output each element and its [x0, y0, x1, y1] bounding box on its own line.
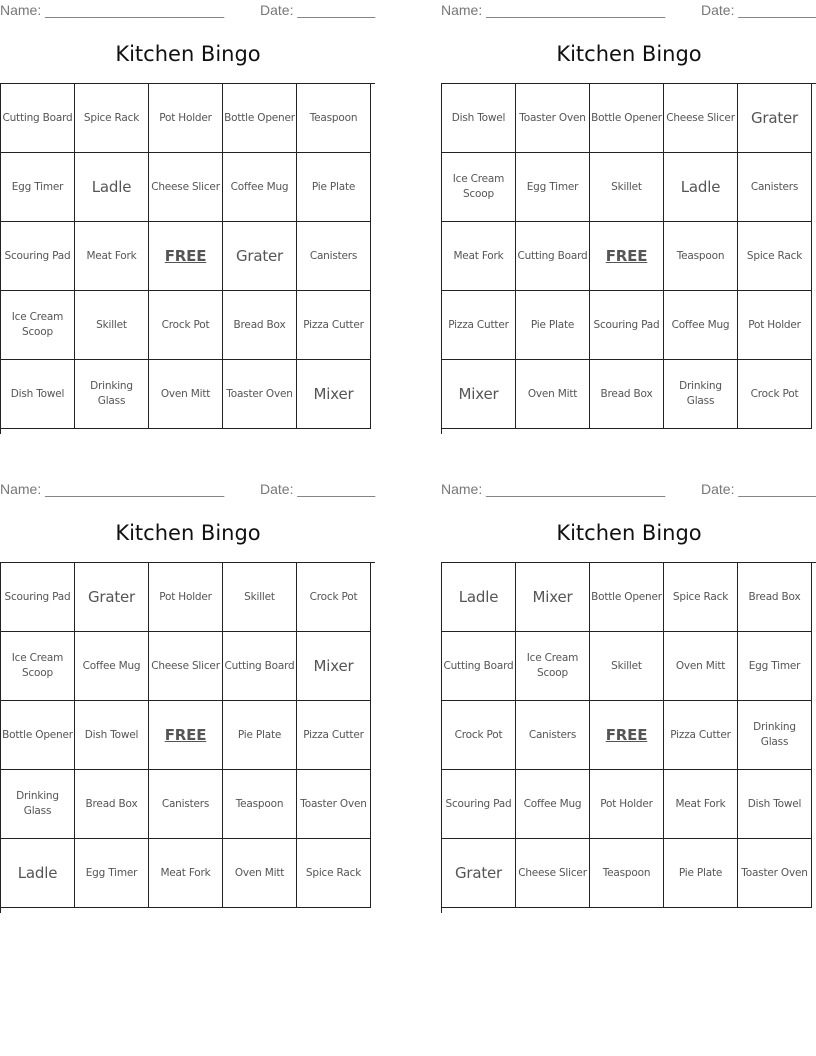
bingo-cell: Toaster Oven [516, 84, 590, 153]
bingo-card-4 [441, 479, 816, 919]
bingo-free-cell: FREE [590, 701, 664, 770]
bingo-cell: Scouring Pad [1, 563, 75, 632]
bingo-cell: Spice Rack [664, 563, 738, 632]
bingo-cell: Pizza Cutter [297, 291, 371, 360]
bingo-cell: Pot Holder [590, 770, 664, 839]
bingo-grid [0, 83, 375, 434]
bingo-cell: Cheese Slicer [664, 84, 738, 153]
bingo-card-2 [441, 0, 816, 440]
bingo-cell: Bottle Opener [590, 84, 664, 153]
date-field-label: Date: __________ [260, 2, 376, 18]
bingo-cell: Scouring Pad [1, 222, 75, 291]
bingo-cell: Pizza Cutter [664, 701, 738, 770]
card-header [441, 481, 816, 499]
bingo-cell: Teaspoon [297, 84, 371, 153]
name-field-label: Name: _______________________ [0, 481, 225, 497]
bingo-cell: Canisters [297, 222, 371, 291]
bingo-cell: Cheese Slicer [516, 839, 590, 908]
bingo-cell: Grater [738, 84, 812, 153]
bingo-cell: Spice Rack [297, 839, 371, 908]
bingo-cell: Bottle Opener [223, 84, 297, 153]
bingo-cell: Cutting Board [223, 632, 297, 701]
card-header [441, 2, 816, 20]
bingo-cell: Bottle Opener [590, 563, 664, 632]
bingo-cell: Pot Holder [149, 84, 223, 153]
bingo-cell: Pizza Cutter [442, 291, 516, 360]
bingo-cell: Dish Towel [738, 770, 812, 839]
bingo-cell: Skillet [223, 563, 297, 632]
bingo-free-cell: FREE [149, 701, 223, 770]
bingo-cell: Egg Timer [738, 632, 812, 701]
bingo-cell: Toaster Oven [297, 770, 371, 839]
bingo-cell: Ladle [442, 563, 516, 632]
bingo-grid [0, 562, 375, 913]
bingo-cell: Meat Fork [75, 222, 149, 291]
date-field-label: Date: __________ [701, 481, 816, 497]
bingo-cell: Pizza Cutter [297, 701, 371, 770]
bingo-cell: Egg Timer [1, 153, 75, 222]
bingo-cell: Bottle Opener [1, 701, 75, 770]
bingo-cell: Canisters [149, 770, 223, 839]
bingo-cell: Ice Cream Scoop [442, 153, 516, 222]
card-title: Kitchen Bingo [115, 42, 261, 66]
bingo-cell: Dish Towel [442, 84, 516, 153]
bingo-cell: Bread Box [75, 770, 149, 839]
bingo-cell: Toaster Oven [738, 839, 812, 908]
bingo-cell: Crock Pot [149, 291, 223, 360]
name-field-label: Name: _______________________ [0, 2, 225, 18]
card-header [0, 481, 376, 499]
bingo-cell: Canisters [516, 701, 590, 770]
bingo-free-cell: FREE [590, 222, 664, 291]
bingo-cell: Bread Box [223, 291, 297, 360]
bingo-cell: Pie Plate [516, 291, 590, 360]
bingo-cell: Cheese Slicer [149, 632, 223, 701]
bingo-cell: Grater [223, 222, 297, 291]
bingo-cell: Ladle [1, 839, 75, 908]
bingo-free-cell: FREE [149, 222, 223, 291]
bingo-cell: Mixer [297, 360, 371, 429]
bingo-cell: Drinking Glass [738, 701, 812, 770]
bingo-cell: Ladle [664, 153, 738, 222]
bingo-cell: Oven Mitt [664, 632, 738, 701]
bingo-cell: Coffee Mug [75, 632, 149, 701]
bingo-cell: Toaster Oven [223, 360, 297, 429]
bingo-cell: Crock Pot [297, 563, 371, 632]
card-title: Kitchen Bingo [556, 521, 702, 545]
bingo-cell: Pie Plate [297, 153, 371, 222]
bingo-cell: Ladle [75, 153, 149, 222]
bingo-cell: Ice Cream Scoop [516, 632, 590, 701]
bingo-cell: Drinking Glass [75, 360, 149, 429]
card-title: Kitchen Bingo [556, 42, 702, 66]
bingo-cell: Cheese Slicer [149, 153, 223, 222]
bingo-cell: Drinking Glass [664, 360, 738, 429]
bingo-cell: Ice Cream Scoop [1, 291, 75, 360]
bingo-grid [441, 83, 816, 434]
bingo-card-1 [0, 0, 376, 440]
bingo-cell: Cutting Board [1, 84, 75, 153]
bingo-cell: Crock Pot [442, 701, 516, 770]
card-title: Kitchen Bingo [115, 521, 261, 545]
bingo-cell: Skillet [75, 291, 149, 360]
bingo-cell: Teaspoon [590, 839, 664, 908]
name-field-label: Name: _______________________ [441, 481, 666, 497]
bingo-cell: Spice Rack [738, 222, 812, 291]
bingo-cell: Dish Towel [1, 360, 75, 429]
bingo-cell: Bread Box [738, 563, 812, 632]
bingo-cell: Mixer [516, 563, 590, 632]
bingo-cell: Meat Fork [442, 222, 516, 291]
bingo-cell: Cutting Board [442, 632, 516, 701]
bingo-cell: Coffee Mug [516, 770, 590, 839]
bingo-cell: Pie Plate [664, 839, 738, 908]
bingo-cell: Meat Fork [664, 770, 738, 839]
date-field-label: Date: __________ [260, 481, 376, 497]
bingo-cell: Cutting Board [516, 222, 590, 291]
bingo-cell: Mixer [297, 632, 371, 701]
bingo-card-3 [0, 479, 376, 919]
bingo-cell: Egg Timer [516, 153, 590, 222]
bingo-cell: Oven Mitt [223, 839, 297, 908]
bingo-cell: Bread Box [590, 360, 664, 429]
name-field-label: Name: _______________________ [441, 2, 666, 18]
bingo-cell: Scouring Pad [442, 770, 516, 839]
bingo-cell: Drinking Glass [1, 770, 75, 839]
bingo-cell: Skillet [590, 153, 664, 222]
bingo-cell: Crock Pot [738, 360, 812, 429]
bingo-cell: Dish Towel [75, 701, 149, 770]
bingo-cell: Teaspoon [664, 222, 738, 291]
date-field-label: Date: __________ [701, 2, 816, 18]
bingo-cell: Spice Rack [75, 84, 149, 153]
bingo-cell: Egg Timer [75, 839, 149, 908]
bingo-cell: Mixer [442, 360, 516, 429]
bingo-cell: Coffee Mug [223, 153, 297, 222]
bingo-cell: Oven Mitt [516, 360, 590, 429]
bingo-cell: Teaspoon [223, 770, 297, 839]
bingo-grid [441, 562, 816, 913]
bingo-cell: Canisters [738, 153, 812, 222]
bingo-cell: Pot Holder [149, 563, 223, 632]
bingo-cell: Meat Fork [149, 839, 223, 908]
bingo-cell: Oven Mitt [149, 360, 223, 429]
bingo-cell: Pot Holder [738, 291, 812, 360]
bingo-cell: Ice Cream Scoop [1, 632, 75, 701]
bingo-cell: Skillet [590, 632, 664, 701]
bingo-cell: Grater [442, 839, 516, 908]
bingo-cell: Scouring Pad [590, 291, 664, 360]
bingo-cell: Coffee Mug [664, 291, 738, 360]
card-header [0, 2, 376, 20]
bingo-cell: Grater [75, 563, 149, 632]
bingo-cell: Pie Plate [223, 701, 297, 770]
